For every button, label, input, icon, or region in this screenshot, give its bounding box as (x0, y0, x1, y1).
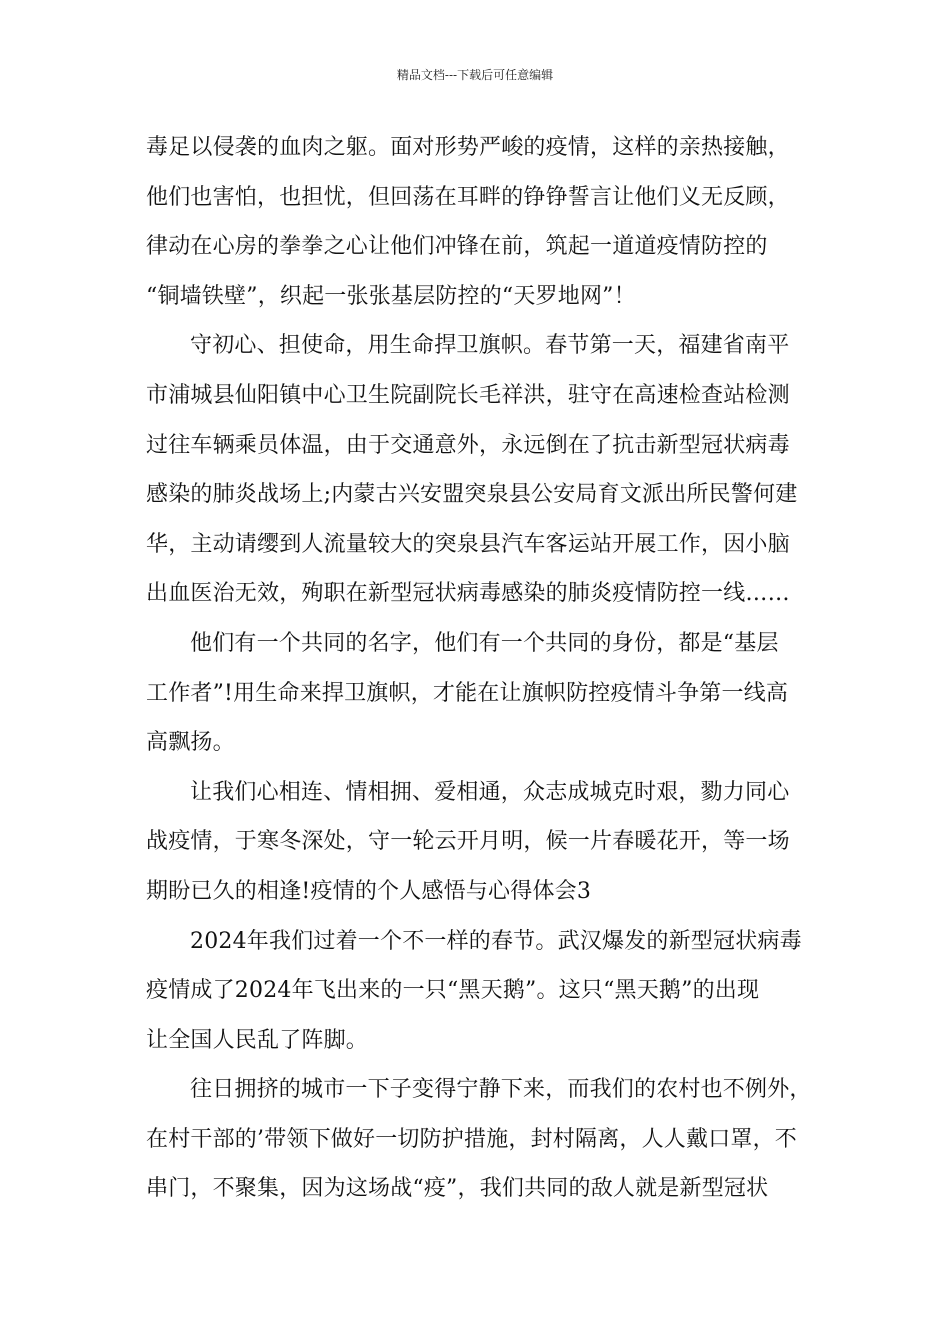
text-line: 华，主动请缨到人流量较大的突泉县汽车客运站开展工作，因小脑 (146, 531, 790, 557)
paragraph-first-line: 往日拥挤的城市一下子变得宁静下来，而我们的农村也不例外， (190, 1077, 812, 1103)
paragraph-first-line: 他们有一个共同的名字，他们有一个共同的身份，都是“基层 (190, 630, 779, 656)
paragraph-first-line: 守初心、担使命，用生命捍卫旗帜。春节第一天，福建省南平 (190, 333, 790, 359)
text-line: 律动在心房的拳拳之心让他们冲锋在前，筑起一道道疫情防控的 (146, 234, 768, 260)
text-line: 过往车辆乘员体温，由于交通意外，永远倒在了抗击新型冠状病毒 (146, 432, 790, 458)
text-line: 他们也害怕，也担忧，但回荡在耳畔的铮铮誓言让他们义无反顾， (146, 184, 790, 210)
text-line: 串门，不聚集，因为这场战“疫”，我们共同的敌人就是新型冠状 (146, 1176, 769, 1202)
paragraph-first-line: 2024年我们过着一个不一样的春节。武汉爆发的新型冠状病毒 (190, 928, 802, 954)
text-line: 感染的肺炎战场上;内蒙古兴安盟突泉县公安局育文派出所民警何建 (146, 482, 798, 508)
document-body (146, 130, 826, 1221)
text-line: 让全国人民乱了阵脚。 (146, 1027, 369, 1053)
text-line: 毒足以侵袭的血肉之躯。面对形势严峻的疫情，这样的亲热接触， (146, 135, 790, 160)
text-line: 战疫情，于寒冬深处，守一轮云开月明，候一片春暖花开，等一场 (146, 829, 790, 855)
text-line: 出血医治无效，殉职在新型冠状病毒感染的肺炎疫情防控一线…… (146, 581, 790, 607)
text-line: 疫情成了2024年飞出来的一只“黑天鹅”。这只“黑天鹅”的出现 (146, 978, 760, 1004)
page-header: 精品文档---下载后可任意编辑 (396, 68, 554, 82)
text-line: 在村干部的’带领下做好一切防护措施，封村隔离，人人戴口罩，不 (146, 1126, 797, 1152)
text-line: 工作者”!用生命来捍卫旗帜，才能在让旗帜防控疫情斗争第一线高 (146, 680, 789, 706)
text-line: “铜墙铁壁”，织起一张张基层防控的“天罗地网”！ (146, 283, 636, 309)
paragraph-first-line: 让我们心相连、情相拥、爱相通，众志成城克时艰，勠力同心 (190, 779, 790, 805)
text-line: 期盼已久的相逢!疫情的个人感悟与心得体会3 (146, 878, 592, 904)
text-line: 市浦城县仙阳镇中心卫生院副院长毛祥洪，驻守在高速检查站检测 (146, 382, 790, 408)
text-line: 高飘扬。 (146, 730, 235, 756)
